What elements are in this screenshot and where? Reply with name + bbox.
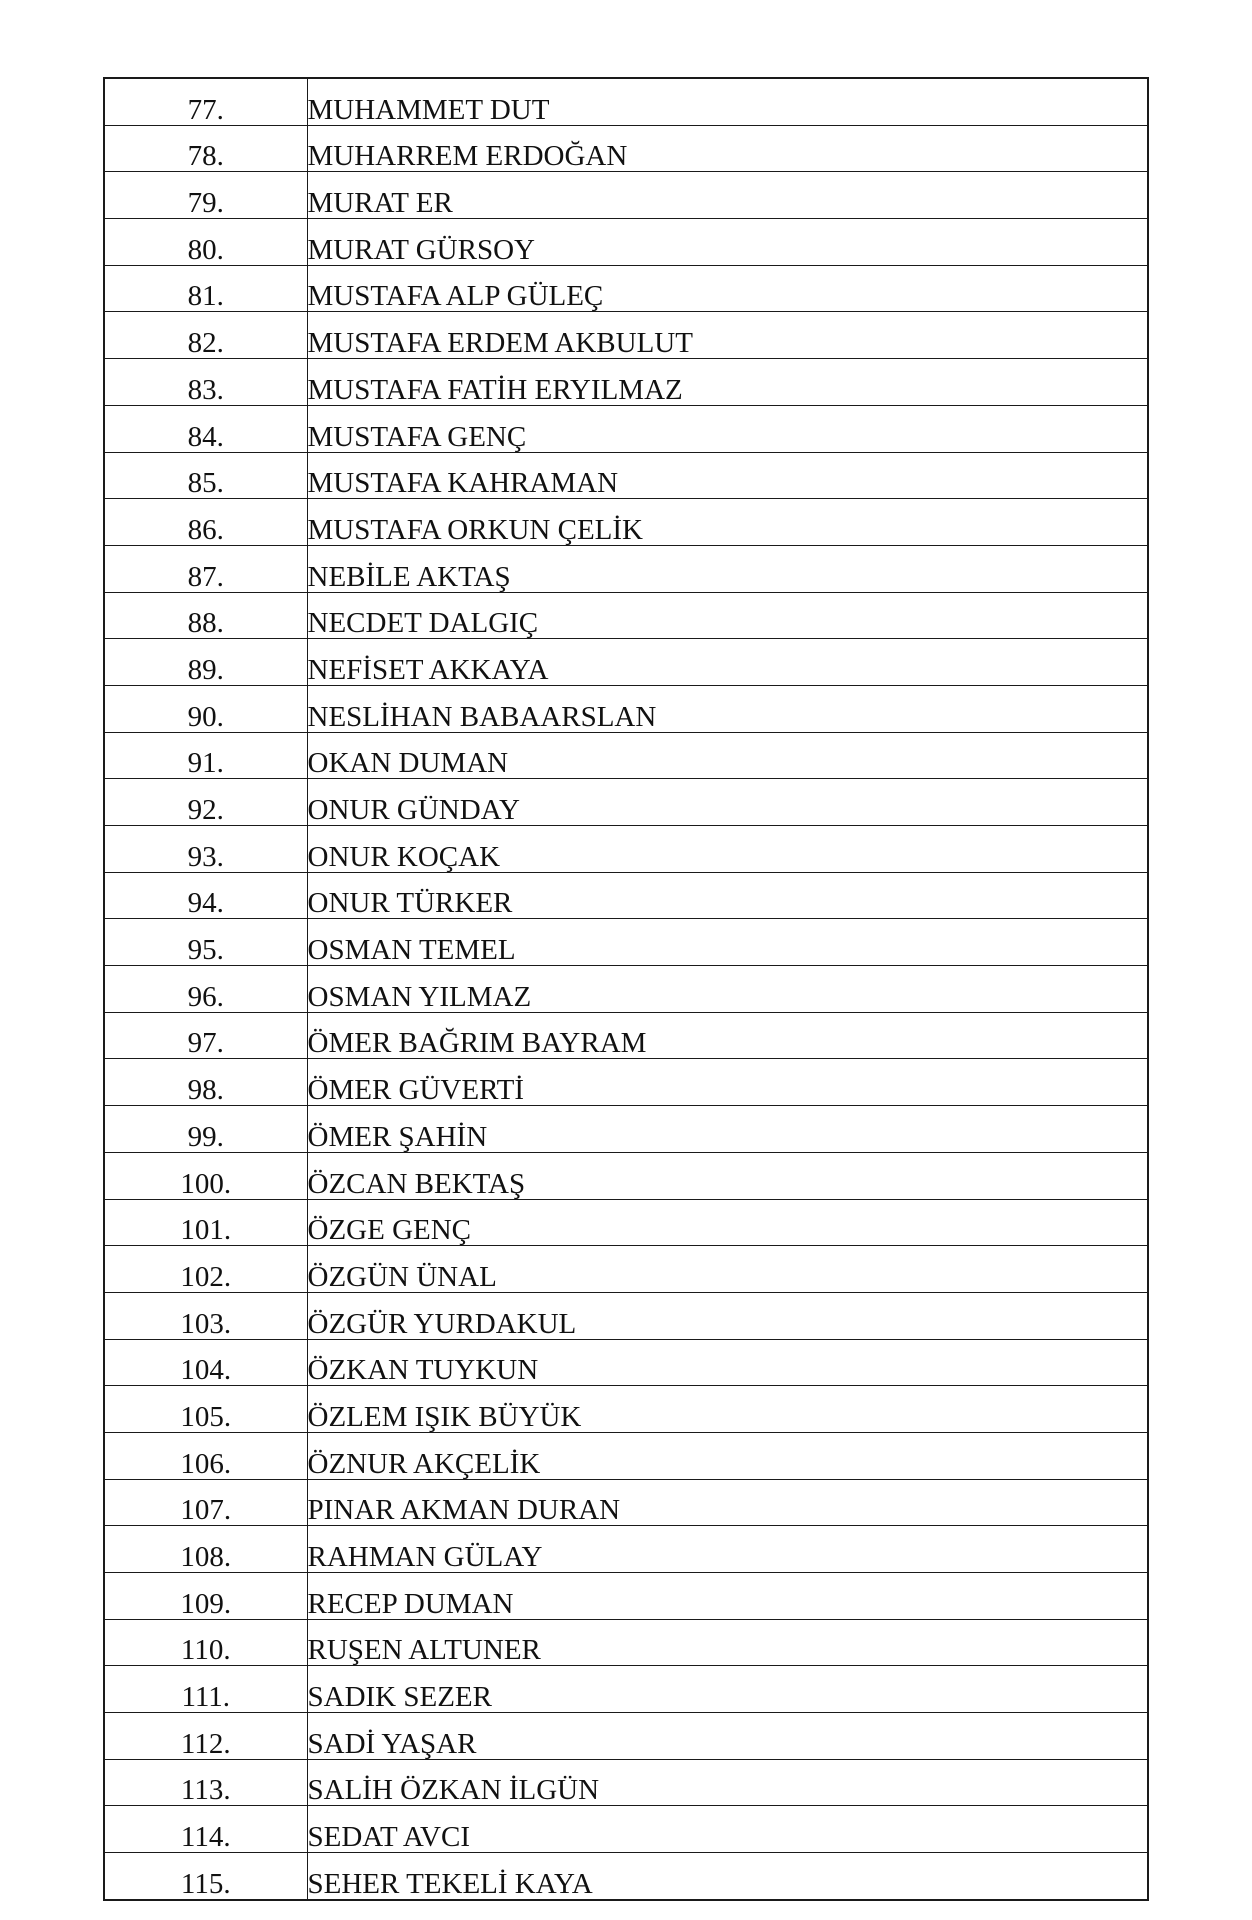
row-number: 107. [104, 1479, 307, 1526]
table-row [104, 1619, 1148, 1666]
row-number: 90. [104, 685, 307, 732]
person-name: ONUR KOÇAK [307, 826, 1148, 873]
row-number: 101. [104, 1199, 307, 1246]
table-row [104, 78, 1148, 125]
name-list-body [104, 78, 1148, 1900]
person-name: OSMAN TEMEL [307, 919, 1148, 966]
person-name: RAHMAN GÜLAY [307, 1526, 1148, 1573]
table-row [104, 1292, 1148, 1339]
person-name: RUŞEN ALTUNER [307, 1619, 1148, 1666]
table-row [104, 359, 1148, 406]
person-name: MUSTAFA GENÇ [307, 405, 1148, 452]
person-name: MUSTAFA ORKUN ÇELİK [307, 499, 1148, 546]
row-number: 113. [104, 1759, 307, 1806]
person-name: ONUR TÜRKER [307, 872, 1148, 919]
table-row [104, 919, 1148, 966]
table-row [104, 405, 1148, 452]
person-name: SADİ YAŞAR [307, 1713, 1148, 1760]
table-row [104, 1152, 1148, 1199]
person-name: MURAT ER [307, 172, 1148, 219]
row-number: 95. [104, 919, 307, 966]
table-row [104, 1759, 1148, 1806]
person-name: PINAR AKMAN DURAN [307, 1479, 1148, 1526]
row-number: 106. [104, 1432, 307, 1479]
table-row [104, 1339, 1148, 1386]
person-name: MUHAMMET DUT [307, 78, 1148, 125]
row-number: 115. [104, 1853, 307, 1900]
person-name: MUSTAFA KAHRAMAN [307, 452, 1148, 499]
table-row [104, 732, 1148, 779]
person-name: SEDAT AVCI [307, 1806, 1148, 1853]
row-number: 96. [104, 966, 307, 1013]
table-row [104, 1199, 1148, 1246]
person-name: ÖMER GÜVERTİ [307, 1059, 1148, 1106]
person-name: MUSTAFA ERDEM AKBULUT [307, 312, 1148, 359]
table-row [104, 172, 1148, 219]
person-name: NEBİLE AKTAŞ [307, 545, 1148, 592]
row-number: 80. [104, 219, 307, 266]
table-row [104, 966, 1148, 1013]
person-name: ÖZGE GENÇ [307, 1199, 1148, 1246]
row-number: 109. [104, 1573, 307, 1620]
table-row [104, 452, 1148, 499]
table-row [104, 1012, 1148, 1059]
table-row [104, 1713, 1148, 1760]
person-name: ÖMER BAĞRIM BAYRAM [307, 1012, 1148, 1059]
table-row [104, 1526, 1148, 1573]
row-number: 77. [104, 78, 307, 125]
row-number: 98. [104, 1059, 307, 1106]
table-row [104, 1106, 1148, 1153]
table-row [104, 219, 1148, 266]
row-number: 110. [104, 1619, 307, 1666]
row-number: 82. [104, 312, 307, 359]
table-row [104, 265, 1148, 312]
person-name: MUSTAFA FATİH ERYILMAZ [307, 359, 1148, 406]
person-name: ÖZNUR AKÇELİK [307, 1432, 1148, 1479]
table-row [104, 1479, 1148, 1526]
person-name: ÖZKAN TUYKUN [307, 1339, 1148, 1386]
row-number: 103. [104, 1292, 307, 1339]
table-row [104, 1853, 1148, 1900]
person-name: OKAN DUMAN [307, 732, 1148, 779]
document-page [103, 77, 1149, 1900]
person-name: SEHER TEKELİ KAYA [307, 1853, 1148, 1900]
row-number: 92. [104, 779, 307, 826]
table-row [104, 1386, 1148, 1433]
row-number: 87. [104, 545, 307, 592]
row-number: 105. [104, 1386, 307, 1433]
row-number: 84. [104, 405, 307, 452]
table-row [104, 125, 1148, 172]
person-name: ONUR GÜNDAY [307, 779, 1148, 826]
person-name: MURAT GÜRSOY [307, 219, 1148, 266]
person-name: RECEP DUMAN [307, 1573, 1148, 1620]
table-row [104, 1666, 1148, 1713]
person-name: ÖMER ŞAHİN [307, 1106, 1148, 1153]
person-name: NESLİHAN BABAARSLAN [307, 685, 1148, 732]
row-number: 91. [104, 732, 307, 779]
person-name: MUHARREM ERDOĞAN [307, 125, 1148, 172]
table-row [104, 1059, 1148, 1106]
table-row [104, 779, 1148, 826]
row-number: 93. [104, 826, 307, 873]
row-number: 86. [104, 499, 307, 546]
row-number: 111. [104, 1666, 307, 1713]
person-name: ÖZGÜR YURDAKUL [307, 1292, 1148, 1339]
person-name: NEFİSET AKKAYA [307, 639, 1148, 686]
person-name: SALİH ÖZKAN İLGÜN [307, 1759, 1148, 1806]
row-number: 85. [104, 452, 307, 499]
person-name: OSMAN YILMAZ [307, 966, 1148, 1013]
person-name: ÖZGÜN ÜNAL [307, 1246, 1148, 1293]
name-list-table [103, 77, 1149, 1901]
table-row [104, 592, 1148, 639]
table-row [104, 1246, 1148, 1293]
person-name: ÖZCAN BEKTAŞ [307, 1152, 1148, 1199]
row-number: 89. [104, 639, 307, 686]
row-number: 108. [104, 1526, 307, 1573]
person-name: SADIK SEZER [307, 1666, 1148, 1713]
row-number: 88. [104, 592, 307, 639]
person-name: MUSTAFA ALP GÜLEÇ [307, 265, 1148, 312]
table-row [104, 1806, 1148, 1853]
table-row [104, 639, 1148, 686]
table-row [104, 312, 1148, 359]
row-number: 104. [104, 1339, 307, 1386]
row-number: 83. [104, 359, 307, 406]
row-number: 94. [104, 872, 307, 919]
table-row [104, 545, 1148, 592]
table-row [104, 685, 1148, 732]
row-number: 81. [104, 265, 307, 312]
table-row [104, 1573, 1148, 1620]
table-row [104, 826, 1148, 873]
row-number: 78. [104, 125, 307, 172]
person-name: NECDET DALGIÇ [307, 592, 1148, 639]
row-number: 79. [104, 172, 307, 219]
row-number: 97. [104, 1012, 307, 1059]
row-number: 114. [104, 1806, 307, 1853]
row-number: 99. [104, 1106, 307, 1153]
row-number: 102. [104, 1246, 307, 1293]
table-row [104, 872, 1148, 919]
row-number: 100. [104, 1152, 307, 1199]
person-name: ÖZLEM IŞIK BÜYÜK [307, 1386, 1148, 1433]
row-number: 112. [104, 1713, 307, 1760]
table-row [104, 499, 1148, 546]
table-row [104, 1432, 1148, 1479]
